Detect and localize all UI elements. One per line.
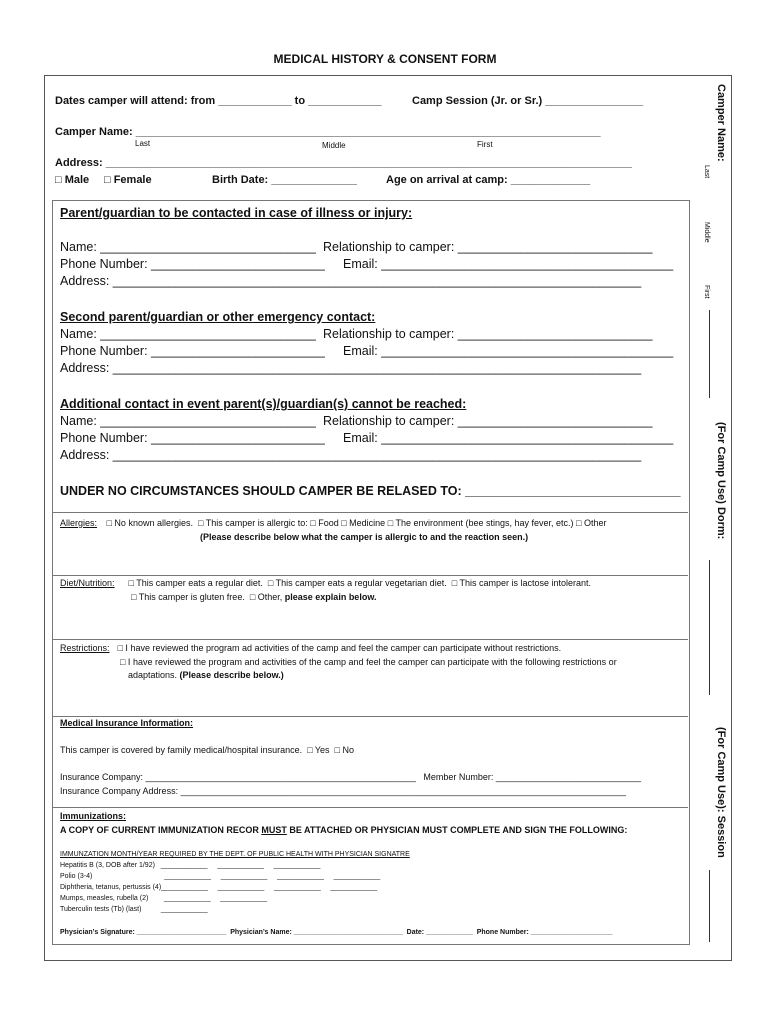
female-checkbox[interactable]: □ Female bbox=[104, 174, 152, 186]
camper-first-label: First bbox=[477, 140, 493, 149]
immunization-row-dtp[interactable]: Diphtheria, tetanus, pertussis (4)____________ ____________ ____________ ____________ bbox=[60, 884, 378, 891]
restrictions-option2[interactable]: □ I have reviewed the program and activities of the camp and feel the camper can participate with the following restrictions or bbox=[120, 657, 617, 667]
restrictions-label: Restrictions: bbox=[60, 643, 110, 653]
restrictions-describe-text: (Please describe below.) bbox=[179, 670, 284, 680]
insurance-label: Medical Insurance Information: bbox=[60, 718, 194, 728]
immunization-row-hepb[interactable]: Hepatitis B (3, DOB after 1/92) ____________ ____________ ____________ bbox=[60, 862, 321, 869]
sidebar-name-line[interactable] bbox=[709, 310, 710, 398]
diet-explain-text: please explain below. bbox=[284, 592, 377, 602]
divider-allergies bbox=[52, 512, 688, 513]
guardian2-address-field[interactable]: Address: ____________________________________________________________________________ bbox=[60, 361, 642, 375]
guardian1-address-field[interactable]: Address: ____________________________________________________________________________ bbox=[60, 274, 642, 288]
sidebar-last-label: Last bbox=[703, 165, 710, 179]
physician-signature-line[interactable]: Physician’s Signature: _______________________ Physician’s Name: ____________________________ Date: ____________ Phone Number: _____________________ bbox=[60, 929, 613, 936]
restrictions-adaptations-text: adaptations. bbox=[128, 670, 180, 680]
insurance-company-field[interactable]: Insurance Company: ______________________________________________________ Member Number: _____________________________ bbox=[60, 772, 642, 782]
immunization-table-heading: IMMUNZATION MONTH/YEAR REQUIRED BY THE DEPT. OF PUBLIC HEALTH WITH PHYSICIAN SIGNATRE bbox=[60, 851, 410, 858]
divider-restrictions bbox=[52, 639, 688, 640]
allergies-label: Allergies: bbox=[60, 518, 98, 528]
diet-label: Diet/Nutrition: bbox=[60, 578, 115, 588]
immunization-row-mmr[interactable]: Mumps, measles, rubella (2) ____________ ____________ bbox=[60, 895, 268, 902]
insurance-covered-options[interactable]: This camper is covered by family medical/hospital insurance. □ Yes □ No bbox=[60, 745, 354, 755]
allergies-options[interactable]: □ No known allergies. □ This camper is allergic to: □ Food □ Medicine □ The environment (bee stings, hay fever, etc.) □ Other bbox=[104, 518, 607, 528]
sidebar-camper-name: Camper Name: bbox=[715, 84, 727, 162]
guardian3-heading: Additional contact in event parent(s)/guardian(s) cannot be reached: bbox=[60, 397, 467, 411]
immunization-row-tb[interactable]: Tuberculin tests (Tb) (last) ____________ bbox=[60, 906, 208, 913]
guardian1-heading: Parent/guardian to be contacted in case of illness or injury: bbox=[60, 206, 413, 220]
guardian1-name-field[interactable]: Name: _______________________________ bbox=[60, 240, 316, 254]
male-checkbox[interactable]: □ Male bbox=[55, 174, 90, 186]
guardian2-phone-field[interactable]: Phone Number: _________________________ bbox=[60, 344, 325, 358]
sidebar-middle-label: Middle bbox=[703, 222, 710, 243]
guardian3-name-field[interactable]: Name: _______________________________ bbox=[60, 414, 316, 428]
guardian1-email-field[interactable]: Email: __________________________________________ bbox=[343, 257, 674, 271]
guardian2-relationship-field[interactable]: Relationship to camper: ____________________________ bbox=[323, 327, 653, 341]
allergies-note: (Please describe below what the camper is allergic to and the reaction seen.) bbox=[200, 532, 529, 542]
copy-notice-a: A COPY OF CURRENT IMMUNIZATION RECOR bbox=[60, 825, 262, 835]
camp-session-field[interactable]: Camp Session (Jr. or Sr.) ________________ bbox=[412, 95, 644, 107]
sidebar-dorm-line[interactable] bbox=[709, 560, 710, 695]
copy-notice-b: BE ATTACHED OR PHYSICIAN MUST COMPLETE AND SIGN THE FOLLOWING: bbox=[286, 825, 628, 835]
guardian3-email-field[interactable]: Email: __________________________________________ bbox=[343, 431, 674, 445]
diet-options-line2[interactable] bbox=[131, 592, 376, 602]
divider-diet bbox=[52, 575, 688, 576]
diet-options-line1[interactable]: □ This camper eats a regular diet. □ This camper eats a regular vegetarian diet. □ This camper is lactose intolerant. bbox=[126, 578, 592, 588]
guardian2-heading: Second parent/guardian or other emergency contact: bbox=[60, 310, 376, 324]
age-arrival-field[interactable]: Age on arrival at camp: _____________ bbox=[386, 174, 591, 186]
no-release-field[interactable]: UNDER NO CIRCUMSTANCES SHOULD CAMPER BE RELASED TO: _______________________________ bbox=[60, 484, 681, 498]
guardian2-name-field[interactable]: Name: _______________________________ bbox=[60, 327, 316, 341]
guardian1-relationship-field[interactable]: Relationship to camper: ____________________________ bbox=[323, 240, 653, 254]
copy-notice-must: MUST bbox=[261, 825, 287, 835]
form-title: MEDICAL HISTORY & CONSENT FORM bbox=[273, 52, 497, 66]
sidebar-first-label: First bbox=[703, 285, 710, 299]
sidebar-session-line[interactable] bbox=[709, 870, 710, 942]
camper-name-field[interactable]: Camper Name: ____________________________________________________________________________ bbox=[55, 126, 601, 138]
restrictions-option2-cont bbox=[128, 670, 284, 680]
guardian3-phone-field[interactable]: Phone Number: _________________________ bbox=[60, 431, 325, 445]
birth-date-field[interactable]: Birth Date: ______________ bbox=[212, 174, 357, 186]
guardian1-phone-field[interactable]: Phone Number: _________________________ bbox=[60, 257, 325, 271]
camper-middle-label: Middle bbox=[322, 141, 346, 150]
immunization-copy-notice bbox=[60, 825, 627, 835]
insurance-address-field[interactable]: Insurance Company Address: _________________________________________________________________________________________ bbox=[60, 786, 627, 796]
diet-line2-text: □ This camper is gluten free. □ Other, bbox=[131, 592, 285, 602]
guardian2-email-field[interactable]: Email: __________________________________________ bbox=[343, 344, 674, 358]
address-field[interactable]: Address: ______________________________________________________________________________________ bbox=[55, 157, 632, 169]
sidebar-dorm-label: (For Camp Use) Dorm: bbox=[715, 422, 727, 540]
restrictions-option1[interactable]: □ I have reviewed the program ad activities of the camp and feel the camper can participate without restrictions. bbox=[115, 643, 562, 653]
immunization-row-polio[interactable]: Polio (3-4) ____________ ____________ ____________ ____________ bbox=[60, 873, 381, 880]
guardian3-relationship-field[interactable]: Relationship to camper: ____________________________ bbox=[323, 414, 653, 428]
sidebar-session-label: (For Camp Use): Session bbox=[715, 727, 727, 858]
immunizations-label: Immunizations: bbox=[60, 811, 127, 821]
divider-immunizations bbox=[52, 807, 688, 808]
guardian3-address-field[interactable]: Address: ____________________________________________________________________________ bbox=[60, 448, 642, 462]
divider-insurance bbox=[52, 716, 688, 717]
dates-attend-field[interactable]: Dates camper will attend: from ____________ to ____________ bbox=[55, 95, 382, 107]
camper-last-label: Last bbox=[135, 139, 151, 148]
